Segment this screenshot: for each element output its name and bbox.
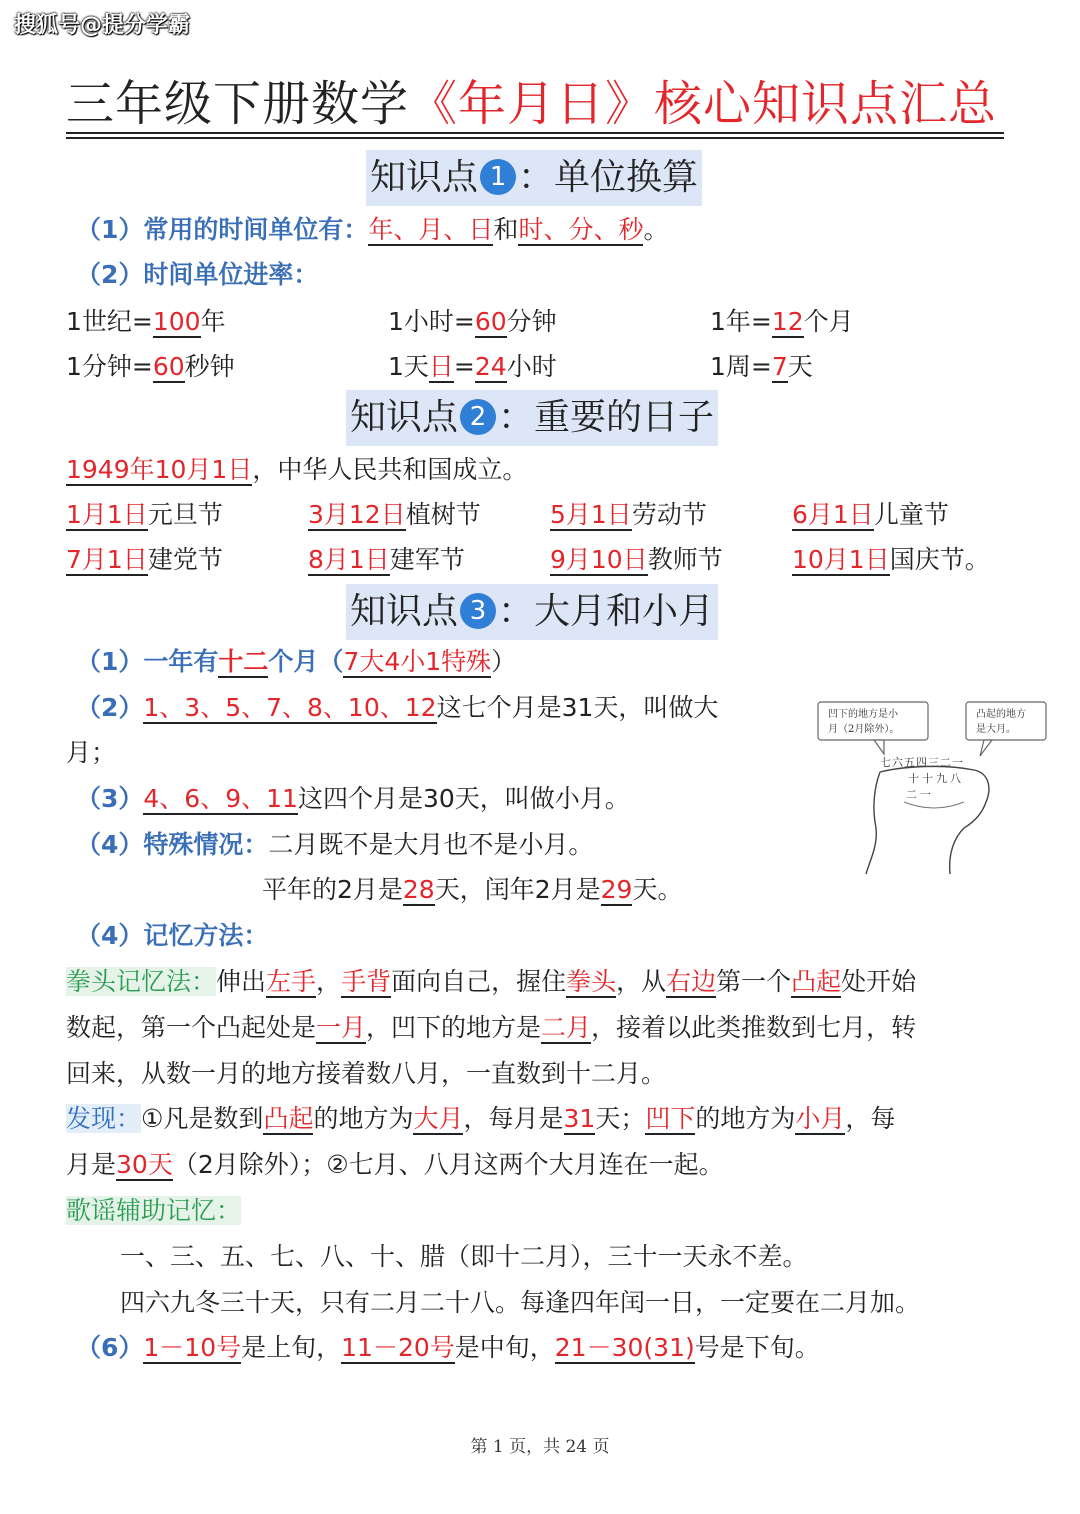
event-text: ，中华人民共和国成立。	[252, 455, 528, 484]
section-topic: ：大月和小月	[498, 591, 715, 632]
fist-method-line-2: 数起，第一个凸起处是一月，凹下的地方是二月，接着以此类推数到七月，转	[66, 1013, 917, 1042]
holiday-item: 5月1日劳动节	[550, 500, 707, 529]
song-line-2: 四六九冬三十天，只有二月二十八。每逢四年闰一日，一定要在二月加。	[120, 1288, 921, 1317]
number-badge: 2	[460, 399, 496, 435]
number-badge: 1	[480, 159, 516, 195]
section-topic: ：重要的日子	[498, 397, 715, 438]
holiday-item: 1月1日元旦节	[66, 500, 223, 529]
title-highlight: 《年月日》	[409, 76, 655, 132]
rate-item: 1天日=24小时	[388, 352, 557, 381]
question-label: （2）时间单位进率：	[76, 260, 319, 289]
units-line-1	[76, 210, 668, 250]
holiday-item: 3月12日植树节	[308, 500, 481, 529]
months-line-4: （4）特殊情况：二月既不是大月也不是小月。	[76, 830, 594, 859]
rate-item: 1分钟=60秒钟	[66, 352, 235, 381]
song-line-1: 一、三、五、七、八、十、腊（即十二月），三十一天永不差。	[120, 1242, 808, 1271]
section-topic: ：单位换算	[518, 157, 699, 198]
bubble-left-line-1: 凹下的地方是小	[828, 709, 898, 720]
connector-text: 和	[493, 215, 519, 244]
fist-method-line-3: 回来，从数一月的地方接着数八月，一直数到十二月。	[66, 1059, 667, 1088]
months-line-1: （1）一年有十二个月（7大4小1特殊）	[76, 647, 517, 676]
date-text: 1949年10月1日	[66, 455, 253, 484]
bubble-right-line-1: 凸起的地方	[976, 709, 1026, 720]
holiday-item: 9月10日教师节	[550, 545, 723, 574]
page-footer: 第 1 页，共 24 页	[470, 1437, 610, 1457]
holiday-item: 10月1日国庆节。	[792, 545, 990, 574]
units-line-2	[76, 255, 318, 295]
fist-method-line-1: 拳头记忆法：伸出左手，手背面向自己，握住拳头，从右边第一个凸起处开始	[66, 967, 917, 996]
holiday-item: 8月1日建军节	[308, 545, 465, 574]
watermark: 搜狐号@提分学霸	[14, 13, 191, 38]
title-underline	[66, 132, 1004, 134]
finding-line-2: 月是30天（2月除外）；②七月、八月这两个大月连在一起。	[66, 1150, 724, 1179]
fist-illustration	[814, 698, 1054, 878]
number-badge: 3	[460, 593, 496, 629]
months-line-2: （2）1、3、5、7、8、10、12这七个月是31天，叫做大	[76, 693, 719, 722]
answer-text: 时、分、秒	[518, 215, 644, 244]
title-underline-2	[66, 137, 1004, 139]
holiday-item: 6月1日儿童节	[792, 500, 949, 529]
rate-item: 1世纪=100年	[66, 307, 226, 336]
holiday-item: 7月1日建党节	[66, 545, 223, 574]
section-3-heading	[346, 584, 718, 640]
rate-item: 1小时=60分钟	[388, 307, 557, 336]
knuckle-labels: 七六五四三二一	[880, 756, 964, 769]
song-heading: 歌谣辅助记忆：	[66, 1196, 242, 1225]
founding-line	[66, 450, 527, 490]
title-suffix: 核心知识点汇总	[654, 76, 998, 132]
finding-line-1: 发现：①凡是数到凸起的地方为大月，每月是31天；凹下的地方为小月，每	[66, 1104, 896, 1133]
months-line-5: 平年的2月是28天，闰年2月是29天。	[262, 875, 683, 904]
knuckle-labels-2: 十十九八	[908, 772, 964, 785]
rate-item: 1周=7天	[710, 352, 813, 381]
page-title	[66, 74, 1006, 136]
months-line-2b: 月；	[66, 738, 117, 767]
question-label: （1）常用的时间单位有：	[76, 215, 369, 244]
section-label: 知识点	[350, 397, 459, 438]
bubble-left-line-2: 月（2月除外）。	[828, 724, 900, 735]
punctuation: 。	[643, 215, 669, 244]
section-1-heading	[366, 150, 702, 206]
section-2-heading	[346, 390, 718, 446]
knuckle-labels-3: 二一	[906, 788, 934, 801]
answer-text: 年、月、日	[368, 215, 494, 244]
months-line-7: （6）1－10号是上旬，11－20号是中旬，21－30(31)号是下旬。	[76, 1333, 820, 1362]
memory-method-heading: （4）记忆方法：	[76, 921, 269, 950]
bubble-right-line-2: 是大月。	[976, 724, 1016, 735]
months-line-3: （3）4、6、9、11这四个月是30天，叫做小月。	[76, 784, 630, 813]
section-label: 知识点	[370, 157, 479, 198]
title-prefix: 三年级下册数学	[66, 76, 410, 132]
section-label: 知识点	[350, 591, 459, 632]
rate-item: 1年=12个月	[710, 307, 854, 336]
